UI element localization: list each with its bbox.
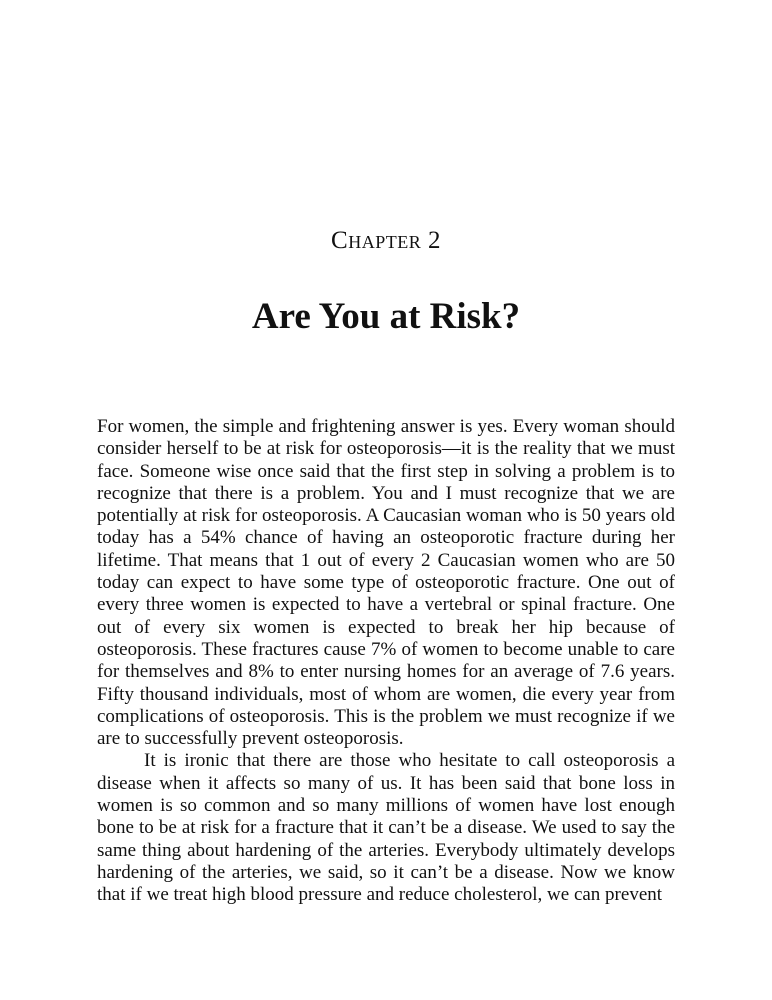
chapter-title: Are You at Risk? (251, 296, 521, 337)
paragraph: It is ironic that there are those who hesitate to call osteoporosis a disease when it affects so many of us. It has been said that bone loss in women is so common and so many millions of women have lost enough bone to be at risk for a fracture that it can’t be a disease. We used to say the same thing about hardening of the arteries. Everybody ultimately develops hardening of the arteries, we said, so it can’t be a disease. Now we know that if we treat high blood pressure and reduce cholesterol, we can prevent (97, 750, 675, 906)
paragraph: For women, the simple and frightening answer is yes. Every woman should consider herself to be at risk for osteoporosis—it is the reality that we must face. Someone wise once said that the first step in solving a problem is to recognize that there is a problem. You and I must recognize that we are potentially at risk for osteoporosis. A Caucasian woman who is 50 years old today has a 54% chance of having an osteoporotic fracture during her lifetime. That means that 1 out of every 2 Caucasian women who are 50 today can expect to have some type of osteoporotic fracture. One out of every three women is expected to have a vertebral or spinal fracture. One out of every six women is expected to break her hip because of osteoporosis. These fractures cause 7% of women to become unable to care for themselves and 8% to enter nursing homes for an average of 7.6 years. Fifty thousand individuals, most of whom are women, die every year from complications of osteoporosis. This is the problem we must recognize if we are to successfully prevent osteoporosis. (97, 416, 675, 750)
chapter-body (97, 416, 675, 907)
chapter-label: Chapter 2 (331, 227, 441, 254)
